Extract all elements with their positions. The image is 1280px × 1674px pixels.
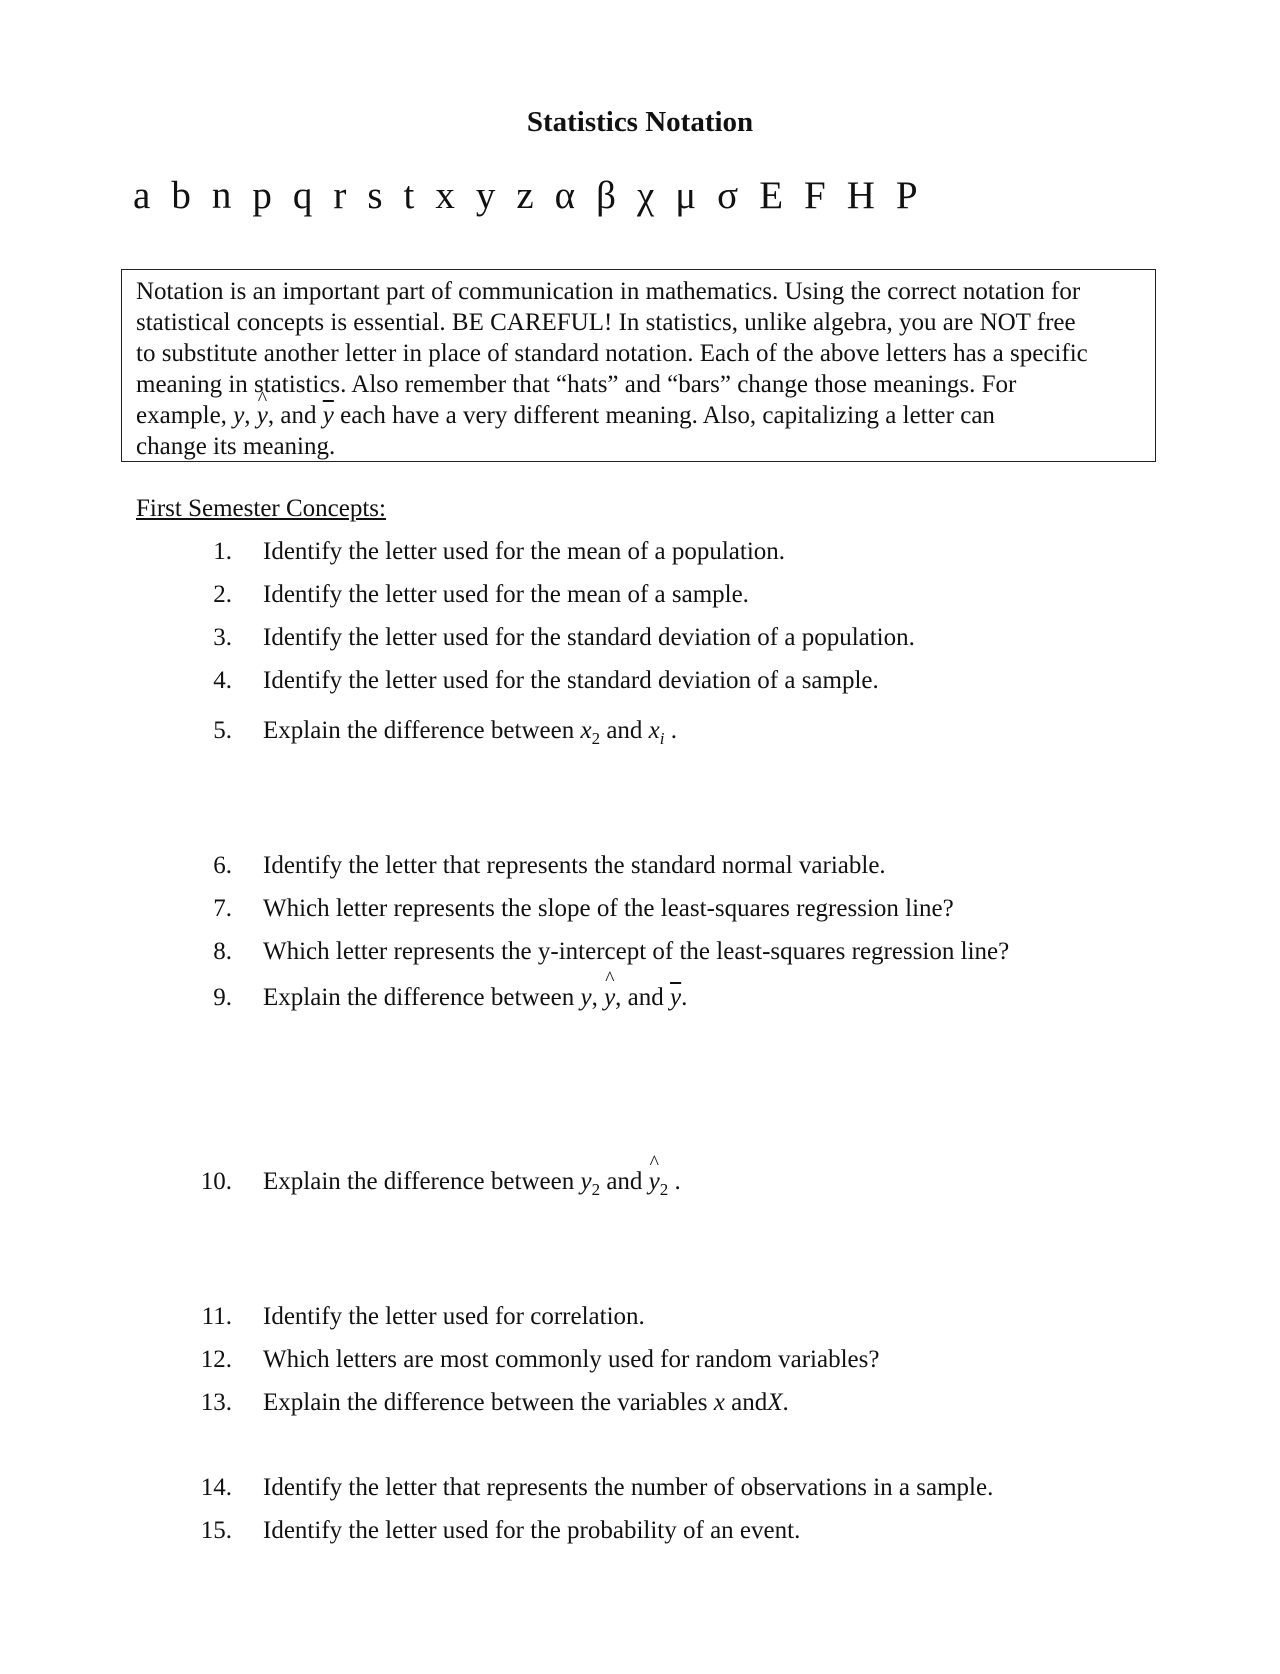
note-line: change its meaning. bbox=[136, 433, 336, 460]
note-line: statistical concepts is essential. BE CAREFUL! In statistics, unlike algebra, you are NOT free bbox=[136, 309, 1076, 336]
var-y-hat: ^ y bbox=[257, 400, 268, 431]
question-item: 12. Which letters are most commonly used for random variables? bbox=[200, 1346, 880, 1373]
question-item: 15. Identify the letter used for the probability of an event. bbox=[200, 1517, 801, 1544]
question-item: 14. Identify the letter that represents the number of observations in a sample. bbox=[200, 1474, 994, 1501]
note-line: to substitute another letter in place of standard notation. Each of the above letters has a specific bbox=[136, 340, 1088, 367]
notation-letter: s bbox=[367, 174, 383, 217]
question-item: 11. Identify the letter used for correlation. bbox=[201, 1303, 645, 1330]
notation-letter: H bbox=[846, 174, 875, 217]
notation-letter: β bbox=[596, 174, 616, 217]
notation-letter: n bbox=[211, 174, 232, 217]
notation-letter: P bbox=[895, 174, 918, 217]
section-heading: First Semester Concepts: bbox=[136, 495, 386, 522]
question-item: 9. Explain the difference between y, ^ y, and $\overline{y}$. bbox=[166, 984, 687, 1012]
notation-letters-row bbox=[133, 176, 1133, 215]
notation-letter: α bbox=[554, 174, 576, 217]
note-line: Notation is an important part of communication in mathematics. Using the correct notation for bbox=[136, 278, 1081, 305]
notation-letter: y bbox=[475, 174, 496, 217]
question-item: 10. Explain the difference between $y_2$ and ^ $y_2$ . bbox=[166, 1168, 681, 1200]
var-y: y bbox=[233, 402, 245, 429]
question-item: 13. Explain the difference between the variables x andX. bbox=[200, 1389, 789, 1416]
question-item: 5. Explain the difference between $x_2$ and $x_i$ . bbox=[213, 717, 678, 748]
notation-letter: F bbox=[804, 174, 826, 217]
note-line-example: example, y, ^ y, and $\overline{y}$ each have a very different meaning. Also, capitalizing a letter can bbox=[136, 400, 1141, 431]
notation-letter: μ bbox=[675, 174, 697, 217]
notation-letter: t bbox=[403, 174, 415, 217]
notation-letter: p bbox=[252, 174, 272, 217]
question-item: 3. Identify the letter used for the standard deviation of a population. bbox=[213, 624, 915, 651]
notation-letter: σ bbox=[717, 174, 739, 217]
question-item: 4. Identify the letter used for the standard deviation of a sample. bbox=[213, 667, 879, 694]
notation-letter: z bbox=[516, 174, 534, 217]
notation-letter: b bbox=[171, 174, 191, 217]
question-item: 2. Identify the letter used for the mean of a sample. bbox=[213, 581, 749, 608]
question-item: 8. Which letter represents the y-intercept of the least-squares regression line? bbox=[213, 938, 1010, 965]
notation-letter: r bbox=[333, 174, 347, 217]
question-item: 1. Identify the letter used for the mean of a population. bbox=[213, 538, 786, 565]
notation-letter: x bbox=[435, 174, 455, 217]
notation-letter: q bbox=[292, 174, 313, 217]
notation-letter: a bbox=[133, 174, 151, 217]
var-y-bar: $\overline{y}$ bbox=[322, 402, 334, 429]
question-item: 6. Identify the letter that represents the standard normal variable. bbox=[213, 852, 886, 879]
question-item: 7. Which letter represents the slope of the least-squares regression line? bbox=[213, 895, 954, 922]
notation-note-box bbox=[121, 269, 1156, 462]
notation-letter: E bbox=[759, 174, 784, 217]
note-line: meaning in statistics. Also remember that “hats” and “bars” change those meanings. For bbox=[136, 371, 1017, 398]
notation-letter: χ bbox=[636, 174, 655, 217]
page-title: Statistics Notation bbox=[526, 106, 754, 138]
